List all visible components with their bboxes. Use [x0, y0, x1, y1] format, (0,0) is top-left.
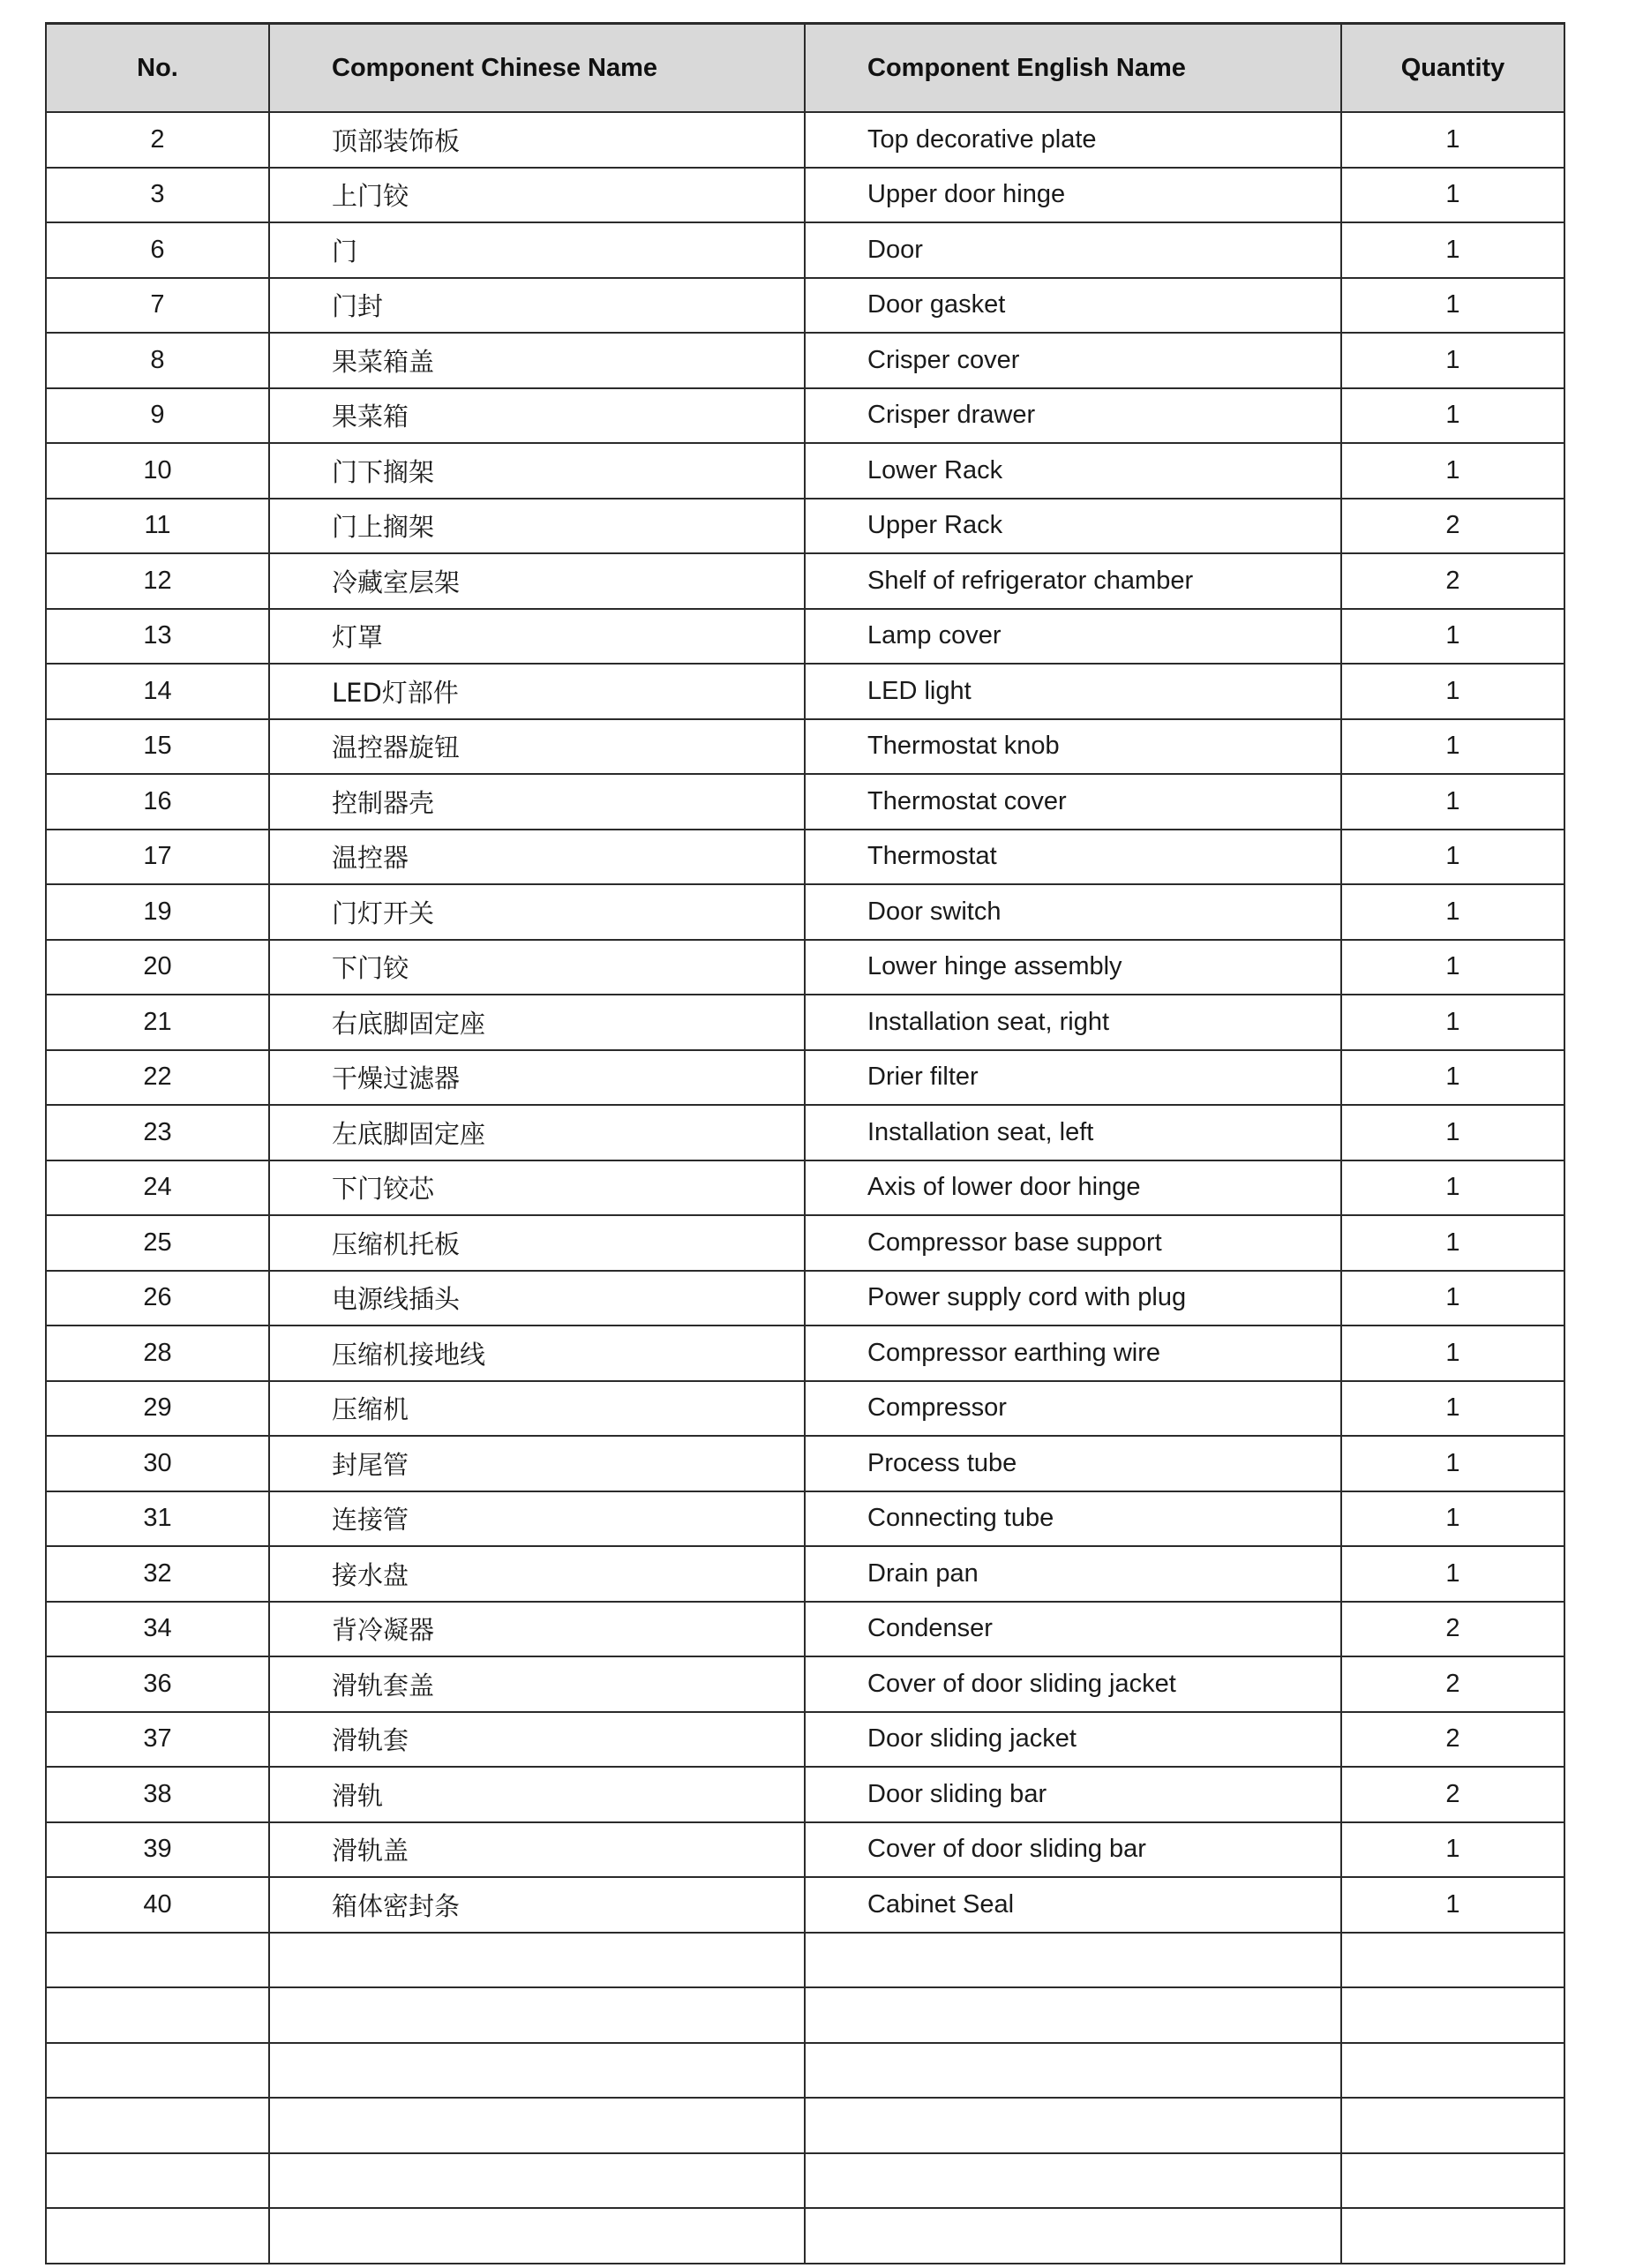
cell-english-name: Thermostat [805, 830, 1341, 885]
cell-chinese-name: 压缩机 [269, 1381, 805, 1437]
table-row [46, 333, 1564, 388]
cell-chinese-name: 门上搁架 [269, 499, 805, 554]
cell-english-name: Drain pan [805, 1546, 1341, 1602]
cell-no [46, 1987, 269, 2043]
cell-no: 10 [46, 443, 269, 499]
cell-chinese-name: 门 [269, 222, 805, 278]
table-body [46, 112, 1564, 2264]
cell-quantity: 1 [1341, 774, 1564, 830]
cell-quantity: 1 [1341, 1326, 1564, 1381]
table-row [46, 940, 1564, 995]
cell-english-name: LED light [805, 664, 1341, 719]
cell-quantity: 1 [1341, 1215, 1564, 1271]
cell-chinese-name: 门下搁架 [269, 443, 805, 499]
cell-no: 38 [46, 1767, 269, 1822]
cell-no: 31 [46, 1491, 269, 1547]
header-row [46, 24, 1564, 113]
cell-english-name: Door sliding jacket [805, 1712, 1341, 1768]
cell-chinese-name: 上门铰 [269, 168, 805, 223]
cell-english-name: Drier filter [805, 1050, 1341, 1106]
cell-english-name: Compressor base support [805, 1215, 1341, 1271]
cell-chinese-name: 果菜箱 [269, 388, 805, 444]
cell-no: 34 [46, 1602, 269, 1657]
cell-no: 14 [46, 664, 269, 719]
cell-quantity [1341, 1933, 1564, 1988]
table-row [46, 112, 1564, 168]
cell-english-name: Compressor [805, 1381, 1341, 1437]
cell-chinese-name: 封尾管 [269, 1436, 805, 1491]
cell-english-name: Condenser [805, 1602, 1341, 1657]
cell-quantity: 1 [1341, 388, 1564, 444]
cell-english-name: Connecting tube [805, 1491, 1341, 1547]
cell-chinese-name: 下门铰芯 [269, 1160, 805, 1216]
cell-chinese-name: 接水盘 [269, 1546, 805, 1602]
cell-quantity: 1 [1341, 1491, 1564, 1547]
table-row [46, 1381, 1564, 1437]
cell-english-name: Shelf of refrigerator chamber [805, 553, 1341, 609]
cell-quantity: 1 [1341, 830, 1564, 885]
cell-quantity: 1 [1341, 1050, 1564, 1106]
cell-english-name: Crisper cover [805, 333, 1341, 388]
table-row [46, 168, 1564, 223]
cell-no: 15 [46, 719, 269, 775]
table-row [46, 830, 1564, 885]
cell-english-name: Compressor earthing wire [805, 1326, 1341, 1381]
cell-english-name [805, 2043, 1341, 2099]
table-row [46, 1326, 1564, 1381]
cell-english-name: Door gasket [805, 278, 1341, 334]
cell-english-name: Cover of door sliding jacket [805, 1656, 1341, 1712]
table-row [46, 499, 1564, 554]
cell-quantity: 1 [1341, 995, 1564, 1050]
cell-english-name: Axis of lower door hinge [805, 1160, 1341, 1216]
cell-no: 16 [46, 774, 269, 830]
cell-english-name: Upper Rack [805, 499, 1341, 554]
cell-quantity: 1 [1341, 609, 1564, 665]
table-row [46, 1546, 1564, 1602]
cell-no: 28 [46, 1326, 269, 1381]
cell-quantity: 1 [1341, 1381, 1564, 1437]
cell-no: 37 [46, 1712, 269, 1768]
table-row [46, 2153, 1564, 2209]
table-row [46, 1712, 1564, 1768]
cell-english-name [805, 1987, 1341, 2043]
cell-chinese-name: 顶部装饰板 [269, 112, 805, 168]
cell-quantity: 2 [1341, 1767, 1564, 1822]
cell-chinese-name [269, 2208, 805, 2264]
cell-no: 9 [46, 388, 269, 444]
cell-no: 3 [46, 168, 269, 223]
cell-chinese-name [269, 2153, 805, 2209]
cell-no: 30 [46, 1436, 269, 1491]
cell-english-name [805, 2153, 1341, 2209]
table-row [46, 1933, 1564, 1988]
table-row [46, 1877, 1564, 1933]
table-row [46, 1602, 1564, 1657]
cell-no: 23 [46, 1105, 269, 1160]
cell-no: 21 [46, 995, 269, 1050]
cell-no: 26 [46, 1271, 269, 1326]
cell-no: 24 [46, 1160, 269, 1216]
cell-no: 19 [46, 884, 269, 940]
cell-chinese-name: 温控器旋钮 [269, 719, 805, 775]
header-no: No. [46, 24, 269, 113]
cell-quantity [1341, 2098, 1564, 2153]
cell-chinese-name: 压缩机接地线 [269, 1326, 805, 1381]
cell-quantity: 1 [1341, 112, 1564, 168]
cell-english-name [805, 1933, 1341, 1988]
cell-no: 39 [46, 1822, 269, 1878]
table-row [46, 2098, 1564, 2153]
cell-quantity: 2 [1341, 1656, 1564, 1712]
cell-quantity: 2 [1341, 499, 1564, 554]
cell-chinese-name: 右底脚固定座 [269, 995, 805, 1050]
cell-no: 36 [46, 1656, 269, 1712]
cell-quantity [1341, 2043, 1564, 2099]
cell-no: 6 [46, 222, 269, 278]
cell-no: 12 [46, 553, 269, 609]
cell-quantity: 1 [1341, 1160, 1564, 1216]
cell-quantity: 2 [1341, 553, 1564, 609]
header-chinese-name: Component Chinese Name [269, 24, 805, 113]
cell-english-name: Lower Rack [805, 443, 1341, 499]
cell-english-name: Top decorative plate [805, 112, 1341, 168]
cell-english-name: Lamp cover [805, 609, 1341, 665]
table-row [46, 609, 1564, 665]
table-row [46, 1436, 1564, 1491]
table-row [46, 278, 1564, 334]
table-row [46, 1105, 1564, 1160]
cell-quantity: 1 [1341, 222, 1564, 278]
cell-quantity: 2 [1341, 1712, 1564, 1768]
cell-english-name: Crisper drawer [805, 388, 1341, 444]
cell-quantity: 1 [1341, 1436, 1564, 1491]
cell-chinese-name: 下门铰 [269, 940, 805, 995]
cell-quantity: 1 [1341, 1822, 1564, 1878]
cell-english-name: Door [805, 222, 1341, 278]
cell-no: 20 [46, 940, 269, 995]
cell-no: 11 [46, 499, 269, 554]
cell-no: 22 [46, 1050, 269, 1106]
cell-quantity: 1 [1341, 1877, 1564, 1933]
cell-chinese-name: 压缩机托板 [269, 1215, 805, 1271]
cell-english-name: Cabinet Seal [805, 1877, 1341, 1933]
cell-no: 17 [46, 830, 269, 885]
cell-english-name: Lower hinge assembly [805, 940, 1341, 995]
parts-table [45, 22, 1565, 2264]
cell-english-name: Installation seat, left [805, 1105, 1341, 1160]
table-row [46, 719, 1564, 775]
cell-no: 13 [46, 609, 269, 665]
cell-english-name: Thermostat knob [805, 719, 1341, 775]
table-row [46, 1987, 1564, 2043]
cell-chinese-name [269, 2098, 805, 2153]
cell-quantity: 1 [1341, 1271, 1564, 1326]
cell-chinese-name [269, 1987, 805, 2043]
cell-chinese-name: 灯罩 [269, 609, 805, 665]
table-row [46, 553, 1564, 609]
table-row [46, 884, 1564, 940]
cell-no [46, 2153, 269, 2209]
cell-no: 8 [46, 333, 269, 388]
header-english-name: Component English Name [805, 24, 1341, 113]
table-row [46, 1656, 1564, 1712]
cell-english-name: Process tube [805, 1436, 1341, 1491]
cell-chinese-name: 门灯开关 [269, 884, 805, 940]
cell-chinese-name: 电源线插头 [269, 1271, 805, 1326]
cell-chinese-name: 果菜箱盖 [269, 333, 805, 388]
cell-english-name [805, 2098, 1341, 2153]
cell-english-name: Door sliding bar [805, 1767, 1341, 1822]
table-row [46, 388, 1564, 444]
table-row [46, 1491, 1564, 1547]
cell-quantity: 1 [1341, 168, 1564, 223]
cell-chinese-name: 左底脚固定座 [269, 1105, 805, 1160]
table-row [46, 1160, 1564, 1216]
cell-chinese-name: 门封 [269, 278, 805, 334]
cell-english-name [805, 2208, 1341, 2264]
cell-no: 29 [46, 1381, 269, 1437]
table-row [46, 995, 1564, 1050]
cell-quantity: 1 [1341, 719, 1564, 775]
table-row [46, 443, 1564, 499]
cell-no [46, 2098, 269, 2153]
cell-no: 7 [46, 278, 269, 334]
table-row [46, 2043, 1564, 2099]
cell-no [46, 2043, 269, 2099]
cell-chinese-name: LED灯部件 [269, 664, 805, 719]
cell-chinese-name: 连接管 [269, 1491, 805, 1547]
cell-no: 25 [46, 1215, 269, 1271]
cell-chinese-name [269, 2043, 805, 2099]
cell-chinese-name: 滑轨套 [269, 1712, 805, 1768]
table-row [46, 1767, 1564, 1822]
table-row [46, 1271, 1564, 1326]
cell-quantity: 1 [1341, 664, 1564, 719]
cell-quantity: 1 [1341, 443, 1564, 499]
cell-english-name: Installation seat, right [805, 995, 1341, 1050]
cell-chinese-name: 箱体密封条 [269, 1877, 805, 1933]
cell-quantity [1341, 1987, 1564, 2043]
cell-english-name: Door switch [805, 884, 1341, 940]
cell-no: 32 [46, 1546, 269, 1602]
cell-no [46, 1933, 269, 1988]
table-row [46, 664, 1564, 719]
cell-quantity: 1 [1341, 884, 1564, 940]
cell-chinese-name: 滑轨 [269, 1767, 805, 1822]
cell-quantity: 1 [1341, 1105, 1564, 1160]
table-row [46, 1215, 1564, 1271]
table-row [46, 1050, 1564, 1106]
cell-quantity: 1 [1341, 278, 1564, 334]
cell-chinese-name: 温控器 [269, 830, 805, 885]
cell-quantity [1341, 2208, 1564, 2264]
table-header [46, 24, 1564, 113]
cell-chinese-name: 滑轨盖 [269, 1822, 805, 1878]
cell-quantity: 2 [1341, 1602, 1564, 1657]
table-row [46, 2208, 1564, 2264]
cell-english-name: Power supply cord with plug [805, 1271, 1341, 1326]
cell-quantity: 1 [1341, 333, 1564, 388]
table-row [46, 222, 1564, 278]
table-row [46, 774, 1564, 830]
cell-no: 2 [46, 112, 269, 168]
header-quantity: Quantity [1341, 24, 1564, 113]
table-row [46, 1822, 1564, 1878]
cell-chinese-name: 滑轨套盖 [269, 1656, 805, 1712]
cell-chinese-name [269, 1933, 805, 1988]
cell-no [46, 2208, 269, 2264]
cell-quantity: 1 [1341, 1546, 1564, 1602]
cell-quantity: 1 [1341, 940, 1564, 995]
cell-quantity [1341, 2153, 1564, 2209]
cell-chinese-name: 冷藏室层架 [269, 553, 805, 609]
cell-chinese-name: 控制器壳 [269, 774, 805, 830]
cell-english-name: Thermostat cover [805, 774, 1341, 830]
cell-english-name: Upper door hinge [805, 168, 1341, 223]
cell-chinese-name: 背冷凝器 [269, 1602, 805, 1657]
cell-english-name: Cover of door sliding bar [805, 1822, 1341, 1878]
cell-chinese-name: 干燥过滤器 [269, 1050, 805, 1106]
cell-no: 40 [46, 1877, 269, 1933]
